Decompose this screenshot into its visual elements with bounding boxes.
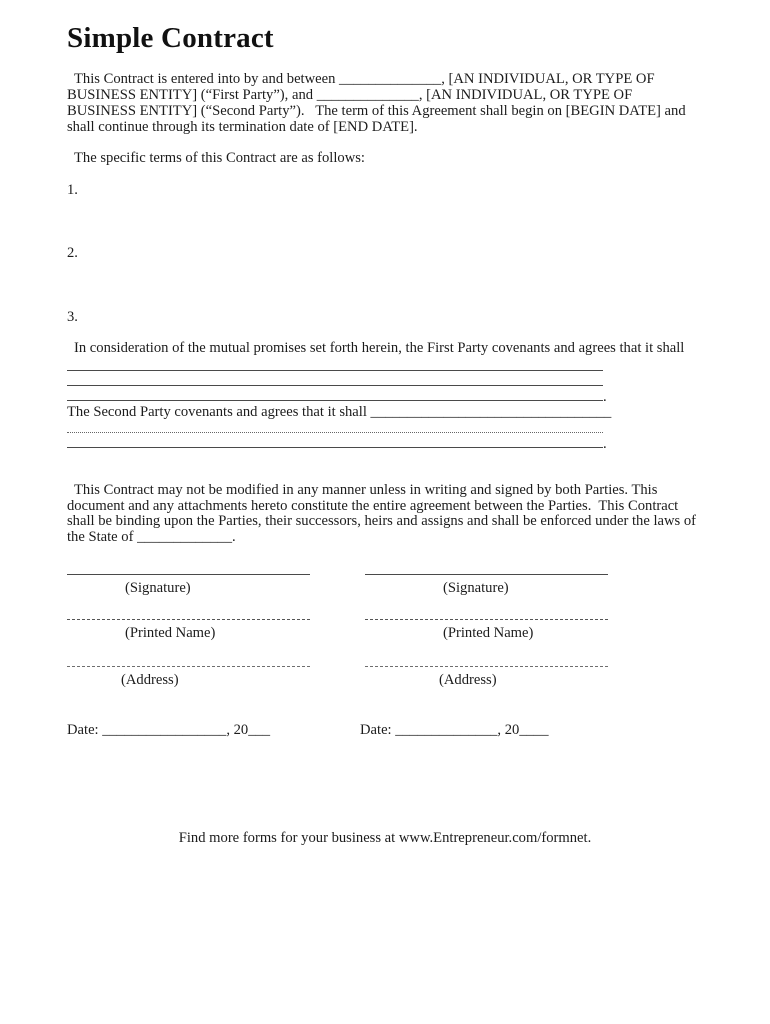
right-printed-name-line[interactable] xyxy=(365,606,608,620)
first-party-terms-row-1 xyxy=(67,357,603,373)
left-address-row xyxy=(67,653,310,669)
consideration-sentence: In consideration of the mutual promises set forth herein, the First Party covenants and agrees that it shall xyxy=(74,340,685,356)
term-item-number-2: 2. xyxy=(67,245,78,261)
right-date-blank[interactable]: ______________ xyxy=(395,722,498,738)
right-address-line[interactable] xyxy=(365,653,608,667)
second-party-text: The Second Party covenants and agrees that it shall xyxy=(67,404,371,420)
second-party-terms-line-2[interactable] xyxy=(67,434,603,448)
right-date-row xyxy=(360,722,549,738)
second-party-terms-inline-blank[interactable]: _________________________________ xyxy=(370,404,612,420)
second-party-sentence xyxy=(67,404,611,420)
term-item-number-3: 3. xyxy=(67,309,78,325)
term-item-number-1: 1. xyxy=(67,182,78,198)
page-title: Simple Contract xyxy=(67,22,274,54)
state-blank[interactable]: _____________ xyxy=(137,528,232,545)
footer-note: Find more forms for your business at www.Entrepreneur.com/formnet. xyxy=(178,830,592,846)
left-date-label: Date: xyxy=(67,722,103,738)
second-party-name-blank[interactable]: ______________ xyxy=(316,87,419,103)
modification-text: This Contract may not be modified in any manner unless in writing and signed by both Parties. This document and any attachments hereto constitute the entire agreement between the Parties. This Contract shall be binding upon the Parties, their successors, heirs and assigns and shall be enforced under the laws of the State of xyxy=(67,482,696,545)
right-printed-name-label: (Printed Name) xyxy=(443,625,534,641)
left-date-row xyxy=(67,722,270,738)
right-signature-line[interactable] xyxy=(365,561,608,575)
second-party-terms-row-2 xyxy=(67,434,607,450)
right-date-year-prefix: , 20 xyxy=(497,722,520,738)
first-party-name-blank[interactable]: ______________ xyxy=(339,71,442,87)
first-party-terms-period: . xyxy=(603,389,607,405)
first-party-terms-row-3 xyxy=(67,387,607,403)
left-printed-name-line[interactable] xyxy=(67,606,310,620)
second-party-terms-period: . xyxy=(603,436,607,452)
right-date-year-blank[interactable]: ____ xyxy=(519,722,549,738)
right-address-row xyxy=(365,653,608,669)
left-printed-name-row xyxy=(67,606,310,622)
left-signature-label: (Signature) xyxy=(125,580,191,596)
intro-text-3: , [AN INDIVIDUAL, OR TYPE OF BUSINESS ENTITY] (“Second Party”). The term of this Agreement shall begin on [BEGIN DATE] and shall continue through its termination date of [END DATE]. xyxy=(67,87,686,135)
intro-text-2: , [AN INDIVIDUAL, OR TYPE OF BUSINESS ENTITY] (“First Party”), and xyxy=(67,71,655,103)
modification-period: . xyxy=(231,528,236,545)
right-signature-label: (Signature) xyxy=(443,580,509,596)
first-party-terms-line-3[interactable] xyxy=(67,387,603,401)
specific-terms-heading: The specific terms of this Contract are as follows: xyxy=(74,150,365,166)
left-signature-line[interactable] xyxy=(67,561,310,575)
left-date-blank[interactable]: _________________ xyxy=(102,722,227,738)
second-party-terms-line-1[interactable] xyxy=(67,419,603,433)
right-date-label: Date: xyxy=(360,722,396,738)
right-address-label: (Address) xyxy=(439,672,497,688)
modification-paragraph xyxy=(67,483,709,545)
second-party-terms-row-1 xyxy=(67,419,603,435)
first-party-terms-row-2 xyxy=(67,372,603,388)
intro-paragraph xyxy=(67,71,689,135)
left-date-year-blank[interactable]: ___ xyxy=(248,722,271,738)
left-address-line[interactable] xyxy=(67,653,310,667)
first-party-terms-line-1[interactable] xyxy=(67,357,603,371)
left-address-label: (Address) xyxy=(121,672,179,688)
right-printed-name-row xyxy=(365,606,608,622)
right-signature-row xyxy=(365,561,608,577)
intro-text-1: This Contract is entered into by and between xyxy=(74,71,340,87)
left-date-year-prefix: , 20 xyxy=(226,722,249,738)
left-signature-row xyxy=(67,561,310,577)
left-printed-name-label: (Printed Name) xyxy=(125,625,216,641)
first-party-terms-line-2[interactable] xyxy=(67,372,603,386)
